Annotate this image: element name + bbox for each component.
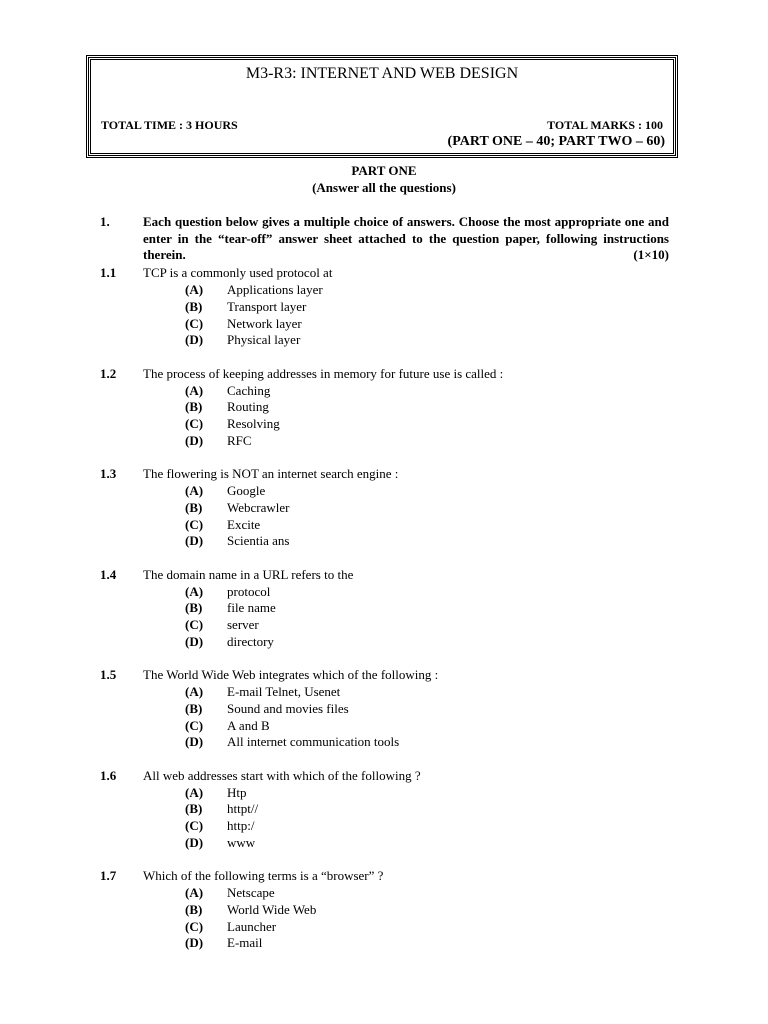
option-label: (A) (185, 885, 204, 900)
option-text: Scientia ans (227, 533, 290, 549)
question-text: The flowering is NOT an internet search engine : (143, 466, 399, 481)
option-label: (C) (185, 516, 204, 532)
question-text: The process of keeping addresses in memory for future use is called : (143, 365, 504, 381)
option (185, 785, 258, 802)
option-label: (D) (185, 432, 204, 448)
option (185, 332, 323, 349)
option-text: Webcrawler (227, 499, 290, 515)
option-text: server (227, 617, 259, 633)
option-label: (B) (185, 399, 203, 415)
option-label: (D) (185, 935, 204, 951)
total-marks: TOTAL MARKS : 100 (547, 118, 663, 132)
question-number: 1.5 (100, 667, 117, 682)
option-text: protocol (227, 583, 271, 599)
part-instruction: (Answer all the questions) (312, 180, 456, 195)
option-text: Physical layer (227, 332, 301, 348)
question-text: TCP is a commonly used protocol at (143, 265, 333, 280)
option (185, 416, 280, 433)
option-text: Excite (227, 516, 261, 532)
option-text: E-mail (227, 935, 263, 951)
question-item (0, 567, 768, 668)
option (185, 835, 258, 852)
option-label: (C) (185, 818, 204, 834)
option (185, 433, 280, 450)
option-text: Google (227, 483, 266, 498)
option-list (185, 483, 289, 550)
option-label: (A) (185, 583, 204, 599)
option (185, 718, 399, 735)
option (185, 684, 399, 701)
option (185, 902, 316, 919)
option-label: (B) (185, 901, 203, 917)
question-item (0, 667, 768, 768)
option (185, 584, 276, 601)
option-label: (A) (185, 784, 204, 800)
question-1-instructions (143, 214, 669, 264)
option (185, 282, 323, 299)
exam-header-box (86, 55, 678, 158)
option-label: (D) (185, 633, 204, 649)
part-title: PART ONE (351, 163, 417, 178)
option-text: Resolving (227, 416, 280, 432)
option-text: Routing (227, 399, 269, 415)
option-label: (B) (185, 700, 203, 716)
option-label: (C) (185, 617, 204, 633)
option-label: (A) (185, 684, 204, 699)
option-label: (D) (185, 734, 204, 750)
question-text: The domain name in a URL refers to the (143, 566, 354, 582)
option-list (185, 282, 323, 349)
option (185, 801, 258, 818)
option-label: (B) (185, 801, 203, 817)
option-list (185, 383, 280, 450)
option-list (185, 584, 276, 651)
option (185, 533, 289, 550)
question-text: The World Wide Web integrates which of the following : (143, 667, 439, 682)
option (185, 617, 276, 634)
option-text: RFC (227, 432, 252, 448)
option-text: Launcher (227, 918, 277, 934)
question-number: 1.2 (100, 365, 117, 381)
option (185, 500, 289, 517)
option (185, 885, 316, 902)
option (185, 734, 399, 751)
option (185, 517, 289, 534)
question-item (0, 265, 768, 366)
option-label: (D) (185, 332, 204, 348)
option-list (185, 885, 316, 952)
option (185, 935, 316, 952)
question-number: 1.4 (100, 566, 117, 582)
option-label: (C) (185, 315, 204, 331)
question-1-text: Each question below gives a multiple choice of answers. Choose the most appropriate one and enter in the “tear-off” answer sheet attached to the question paper, following instructions therein. (143, 214, 669, 262)
question-number: 1.3 (100, 466, 117, 481)
option-label: (D) (185, 834, 204, 850)
option-text: http:/ (227, 818, 255, 834)
question-item (0, 366, 768, 467)
option (185, 919, 316, 936)
question-list (0, 265, 768, 969)
option (185, 483, 289, 500)
option-label: (A) (185, 282, 204, 297)
option-text: Applications layer (227, 282, 323, 297)
option (185, 818, 258, 835)
option-text: Caching (227, 382, 271, 398)
question-item (0, 466, 768, 567)
option-text: World Wide Web (227, 901, 317, 917)
option-text: All internet communication tools (227, 734, 400, 750)
option-text: Htp (227, 784, 247, 800)
option-label: (C) (185, 717, 204, 733)
option-label: (C) (185, 416, 204, 432)
option-text: www (227, 834, 256, 850)
question-text: Which of the following terms is a “browser” ? (143, 868, 384, 883)
question-number: 1.6 (100, 767, 117, 783)
option-label: (B) (185, 499, 203, 515)
option-text: Sound and movies files (227, 700, 349, 716)
question-1-marks: (1×10) (633, 247, 669, 262)
option-text: Netscape (227, 885, 275, 900)
question-1-number: 1. (100, 214, 110, 229)
parts-marks: (PART ONE – 40; PART TWO – 60) (447, 134, 665, 149)
option-text: Transport layer (227, 298, 307, 314)
option-label: (D) (185, 533, 204, 549)
question-number: 1.1 (100, 265, 117, 280)
option (185, 634, 276, 651)
option-text: E-mail Telnet, Usenet (227, 684, 341, 699)
option-list (185, 684, 399, 751)
option-text: Network layer (227, 315, 302, 331)
option-text: directory (227, 633, 274, 649)
question-number: 1.7 (100, 868, 117, 883)
option (185, 316, 323, 333)
option (185, 399, 280, 416)
total-time: TOTAL TIME : 3 HOURS (101, 118, 238, 132)
option-text: httpt// (227, 801, 259, 817)
question-item (0, 868, 768, 969)
option-text: A and B (227, 717, 270, 733)
option-label: (A) (185, 483, 204, 498)
option (185, 299, 323, 316)
option (185, 383, 280, 400)
option-label: (C) (185, 918, 204, 934)
option-label: (B) (185, 298, 203, 314)
question-text: All web addresses start with which of the following ? (143, 767, 421, 783)
exam-title: M3-R3: INTERNET AND WEB DESIGN (245, 65, 519, 82)
question-item (0, 768, 768, 869)
option-list (185, 785, 258, 852)
option-label: (A) (185, 382, 204, 398)
option-label: (B) (185, 600, 203, 616)
option-text: file name (227, 600, 276, 616)
option (185, 701, 399, 718)
option (185, 600, 276, 617)
